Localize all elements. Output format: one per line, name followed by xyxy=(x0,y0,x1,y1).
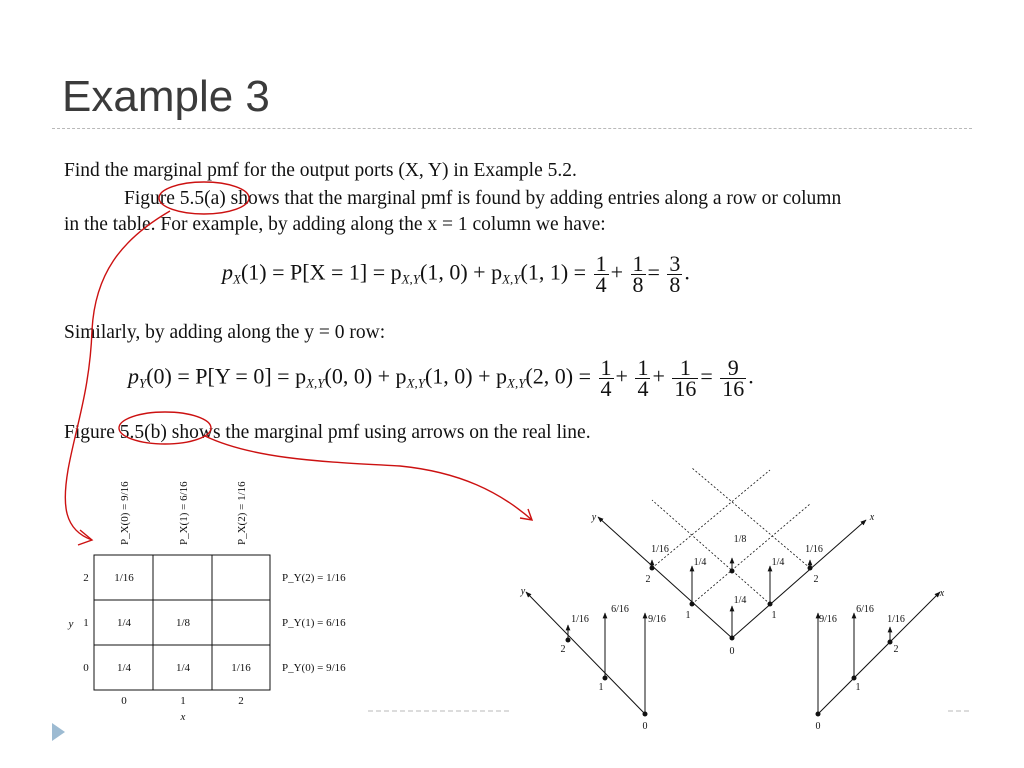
row-marginal-label: P_Y(1) = 6/16 xyxy=(282,617,346,629)
row-marginal-label: P_Y(2) = 1/16 xyxy=(282,572,346,584)
tick-label: 1 xyxy=(771,610,777,621)
slide-bullet-icon xyxy=(52,723,65,741)
tick-label: 2 xyxy=(560,644,566,655)
axis-label-y: y xyxy=(520,586,526,597)
tick-label: 2 xyxy=(893,644,899,655)
prob-label: 9/16 xyxy=(648,614,666,625)
prob-label: 6/16 xyxy=(611,604,629,615)
lattice-point xyxy=(566,638,571,643)
fraction: $\frac{3}{8}$ xyxy=(669,251,681,297)
annotation-arrow-to-figure-b xyxy=(205,436,532,520)
lattice-point xyxy=(888,640,893,645)
table-cell: 1/8 xyxy=(175,617,191,629)
lattice-point xyxy=(768,602,773,607)
equation-px1: $p_X(1) = P[X = 1] = p_{X,Y}(1$, $0) + p_{X,Y}(1$, 1) = $\frac{1}{4}$ + $\frac{1}{8}$ = $\frac{3}{8}$ . xyxy=(222,251,690,297)
equation-py0: $p_Y(0) = P[Y = 0] = p_{X,Y}(0$, $0) + p_{X,Y}(1$, $0) + p_{X,Y}(2$, 0) = $\frac{1}{4}$ + $\frac{1}{4}$ + $\frac{1}{16}$ = $\frac{9}{16}$ . xyxy=(128,355,754,401)
tick-label: 2 xyxy=(645,574,651,585)
y-axis-label: y xyxy=(68,618,74,630)
tick-label: 1 xyxy=(855,682,861,693)
table-cell: 1/16 xyxy=(231,662,251,674)
prob-label: 1/16 xyxy=(651,544,669,555)
table-cell: 1/4 xyxy=(116,617,132,629)
axis-label-x: x xyxy=(939,588,945,599)
annotation-circle-5-5b xyxy=(119,412,211,444)
lattice-point xyxy=(730,636,735,641)
prob-label: 1/16 xyxy=(805,544,823,555)
axis-label-x: x xyxy=(869,512,875,523)
annotation-arrow-to-table xyxy=(65,211,170,540)
x-axis-label: x xyxy=(180,711,186,723)
axis-label-y: y xyxy=(591,512,597,523)
similarly-line: Similarly, by adding along the y = 0 row: xyxy=(64,322,386,343)
fraction: $\frac{1}{4}$ xyxy=(595,251,607,297)
tick-label: 0 xyxy=(729,646,735,657)
prob-label: 1/16 xyxy=(887,614,905,625)
x-tick-label: 0 xyxy=(121,695,127,707)
tick-label: 1 xyxy=(598,682,604,693)
prob-label: 1/16 xyxy=(571,614,589,625)
table-cell: 1/4 xyxy=(116,662,132,674)
fraction: $\frac{1}{8}$ xyxy=(632,251,644,297)
prob-label: 1/4 xyxy=(733,595,747,606)
problem-line-1: Find the marginal pmf for the output ports (X, Y) in Example 5.2. xyxy=(64,160,577,181)
lattice-point xyxy=(643,712,648,717)
figure-b-joint xyxy=(598,468,866,638)
prob-label: 9/16 xyxy=(819,614,837,625)
lattice-point xyxy=(690,602,695,607)
col-marginal-label: P_X(2) = 1/16 xyxy=(236,481,248,545)
lattice-point xyxy=(816,712,821,717)
x-tick-label: 2 xyxy=(238,695,244,707)
y-tick-label: 0 xyxy=(83,662,89,674)
lattice-point xyxy=(730,569,735,574)
annotation-circle-5-5a xyxy=(159,182,249,214)
problem-line-2: Figure 5.5(a) shows that the marginal pmf is found by adding entries along a row or column xyxy=(124,188,842,209)
table-cell: 1/16 xyxy=(114,572,134,584)
tick-label: 2 xyxy=(813,574,819,585)
y-tick-label: 2 xyxy=(83,572,89,584)
prob-label: 1/4 xyxy=(693,557,707,568)
figure-b-x-marginal xyxy=(818,592,940,714)
row-marginal-label: P_Y(0) = 9/16 xyxy=(282,662,346,674)
lattice-point xyxy=(852,676,857,681)
problem-line-3: in the table. For example, by adding along the x = 1 column we have: xyxy=(64,214,606,235)
lattice-point xyxy=(603,676,608,681)
y-tick-label: 1 xyxy=(83,617,89,629)
table-cell: 1/4 xyxy=(175,662,191,674)
prob-label: 6/16 xyxy=(856,604,874,615)
fraction: $\frac{1}{4}$ xyxy=(600,355,612,401)
col-marginal-label: P_X(1) = 6/16 xyxy=(178,481,190,545)
figure-line: Figure 5.5(b) shows the marginal pmf using arrows on the real line. xyxy=(64,422,591,443)
prob-label: 1/8 xyxy=(733,534,747,545)
lattice-point xyxy=(808,566,813,571)
x-tick-label: 1 xyxy=(180,695,186,707)
tick-label: 0 xyxy=(815,721,821,732)
fraction: $\frac{9}{16}$ xyxy=(722,355,745,401)
tick-label: 1 xyxy=(685,610,691,621)
slide-title: Example 3 xyxy=(62,72,270,121)
prob-label: 1/4 xyxy=(771,557,785,568)
col-marginal-label: P_X(0) = 9/16 xyxy=(119,481,131,545)
tick-label: 0 xyxy=(642,721,648,732)
fraction: $\frac{1}{4}$ xyxy=(637,355,649,401)
lattice-point xyxy=(650,566,655,571)
fraction: $\frac{1}{16}$ xyxy=(674,355,697,401)
